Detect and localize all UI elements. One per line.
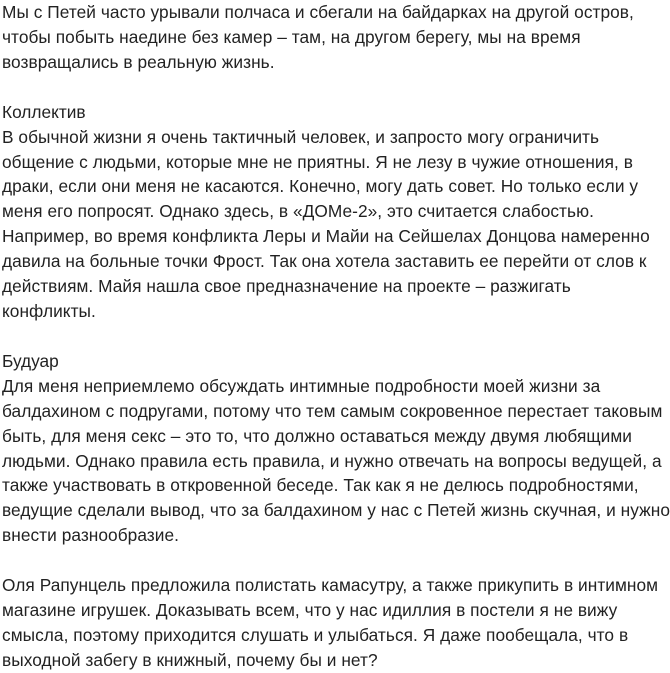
text-line: общение с людьми, которые мне не приятны. Я не лезу в чужие отношения, в: [2, 151, 633, 172]
text-line: действиям. Майя нашла свое предназначение на проекте – разжигать: [2, 276, 571, 297]
text-line: ведущие сделали вывод, что за балдахином у нас с Петей жизнь скучная, и нужно: [2, 500, 670, 521]
text-line: Оля Рапунцель предложила полистать камасутру, а также прикупить в интимном: [2, 575, 659, 596]
text-line: балдахином с подругами, потому что тем самым сокровенное перестает таковым: [2, 400, 663, 421]
text-line: магазине игрушек. Доказывать всем, что у нас идиллия в постели я не вижу: [2, 600, 618, 621]
text-line: также участвовать в откровенной беседе. Так как я не делюсь подробностями,: [2, 475, 639, 496]
text-line: возвращались в реальную жизнь.: [2, 51, 275, 72]
text-line: выходной забегу в книжный, почему бы и нет?: [2, 649, 378, 670]
text-line: чтобы побыть наедине без камер – там, на другом берегу, мы на время: [2, 26, 581, 47]
text-line: Например, во время конфликта Леры и Майи на Сейшелах Донцова намеренно: [2, 226, 650, 247]
text-line: быть, для меня секс – это то, что должно оставаться между двумя любящими: [2, 425, 632, 446]
intro-paragraph: [2, 0, 670, 75]
section-heading-collective: Коллектив: [2, 101, 86, 122]
text-line: Мы с Петей часто урывали полчаса и сбегали на байдарках на другой остров,: [2, 2, 634, 22]
collective-paragraph: [2, 125, 670, 324]
section-heading-boudoir: Будуар: [2, 350, 59, 371]
text-line: людьми. Однако правила есть правила, и нужно отвечать на вопросы ведущей, а: [2, 450, 662, 471]
text-line: Для меня неприемлемо обсуждать интимные подробности моей жизни за: [2, 375, 601, 396]
boudoir-paragraph: [2, 374, 670, 548]
text-line: смысла, поэтому приходится слушать и улыбаться. Я даже пообещала, что в: [2, 624, 629, 645]
text-line: конфликты.: [2, 300, 96, 321]
text-line: меня его попросят. Однако здесь, в «ДОМе-2», это считается слабостью.: [2, 201, 594, 222]
text-line: внести разнообразие.: [2, 525, 179, 546]
closing-paragraph: [2, 573, 670, 673]
text-line: давила на больные точки Фрост. Так она хотела заставить ее перейти от слов к: [2, 251, 647, 272]
text-line: драки, если они меня не касаются. Конечно, могу дать совет. Но только если у: [2, 176, 639, 197]
text-line: В обычной жизни я очень тактичный человек, и запросто могу ограничить: [2, 126, 600, 147]
